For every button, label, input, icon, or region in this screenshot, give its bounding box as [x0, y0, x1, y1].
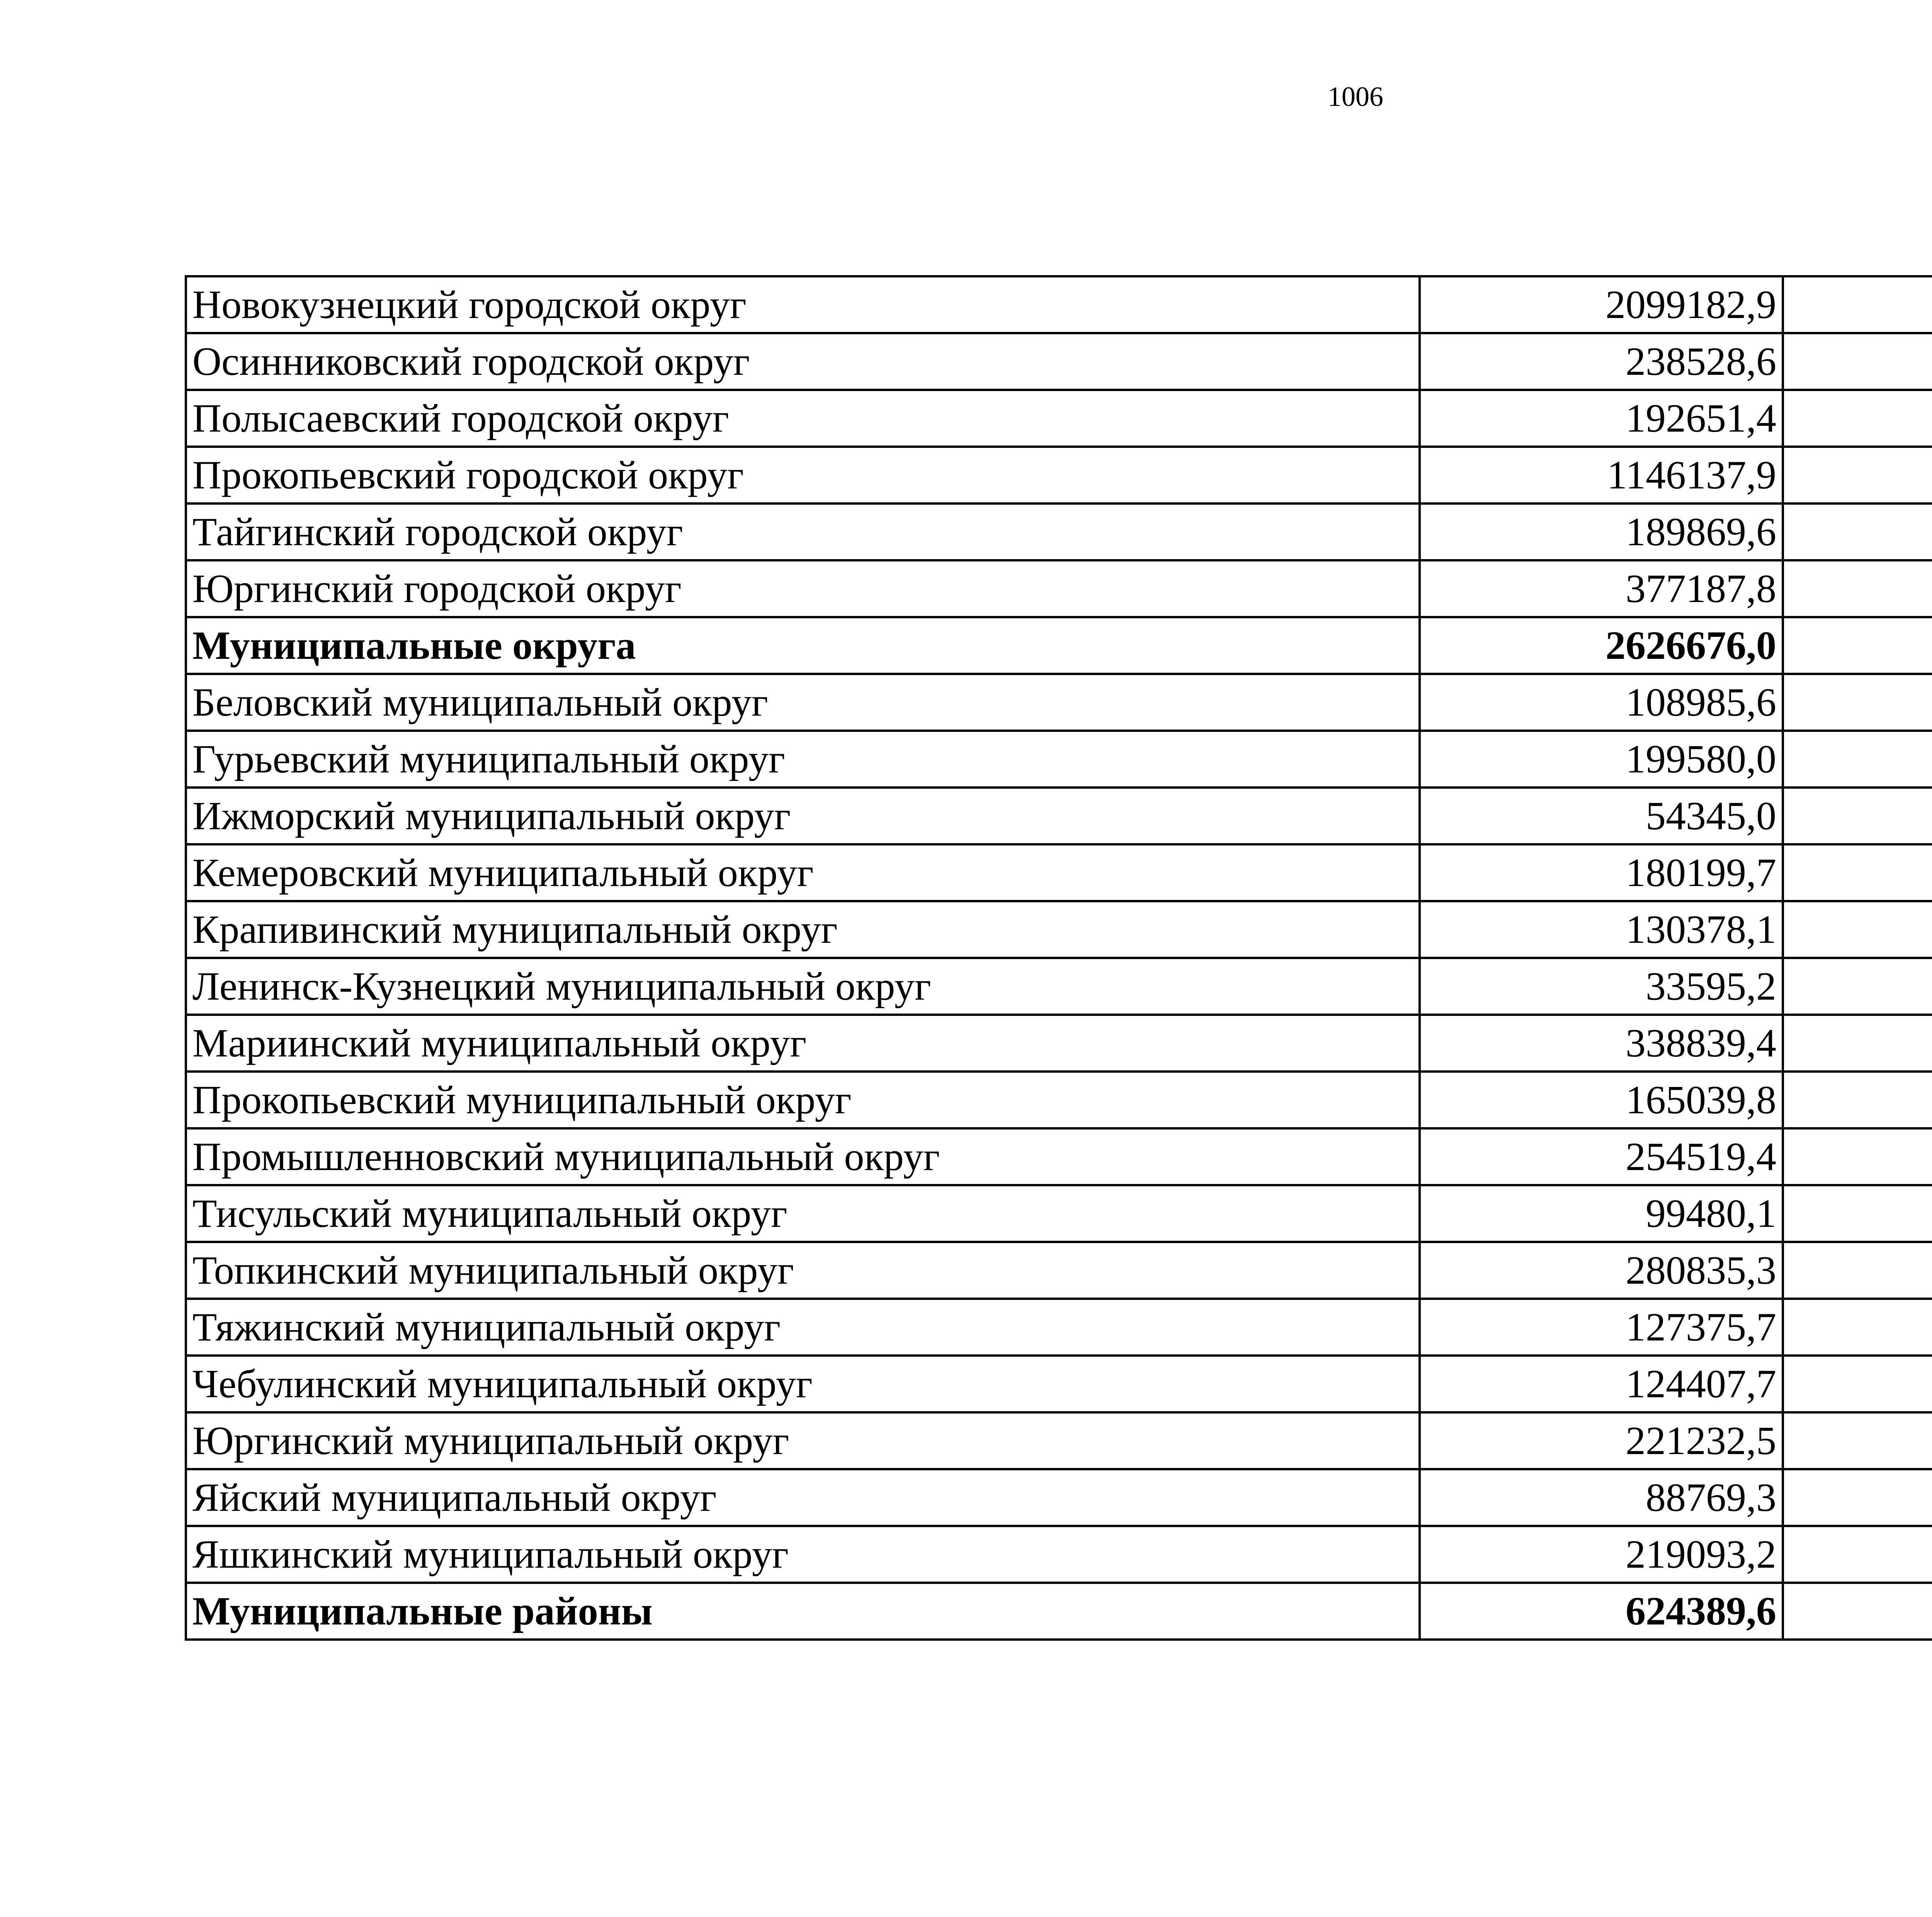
table-row	[186, 1185, 1932, 1242]
cell-value-2	[1783, 617, 1932, 674]
cell-value-2	[1783, 1412, 1932, 1469]
cell-value-1: 165039,8	[1420, 1072, 1783, 1128]
cell-value-2	[1783, 844, 1932, 901]
table-row	[186, 1469, 1932, 1526]
cell-value-1: 180199,7	[1420, 844, 1783, 901]
cell-value-1: 192651,4	[1420, 390, 1783, 447]
table-row	[186, 1015, 1932, 1072]
table-row	[186, 503, 1932, 560]
cell-name: Гурьевский муниципальный округ	[186, 731, 1420, 788]
cell-name: Промышленновский муниципальный округ	[186, 1128, 1420, 1185]
table-subtotal-row	[186, 1583, 1932, 1640]
cell-value-1: 624389,6	[1420, 1583, 1783, 1640]
table-row	[186, 1128, 1932, 1185]
table-row	[186, 958, 1932, 1015]
table-row	[186, 1356, 1932, 1412]
cell-name: Муниципальные округа	[186, 617, 1420, 674]
table-row	[186, 1299, 1932, 1356]
page-number: 1006	[1328, 81, 1383, 112]
cell-value-1: 1146137,9	[1420, 447, 1783, 503]
cell-value-1: 99480,1	[1420, 1185, 1783, 1242]
cell-value-1: 189869,6	[1420, 503, 1783, 560]
table-row	[186, 1526, 1932, 1583]
cell-value-2	[1783, 674, 1932, 731]
table-row	[186, 1242, 1932, 1299]
cell-name: Крапивинский муниципальный округ	[186, 901, 1420, 958]
cell-value-1: 377187,8	[1420, 560, 1783, 617]
cell-value-2	[1783, 1185, 1932, 1242]
cell-value-1: 199580,0	[1420, 731, 1783, 788]
cell-name: Юргинский городской округ	[186, 560, 1420, 617]
cell-value-2	[1783, 276, 1932, 333]
cell-value-1: 33595,2	[1420, 958, 1783, 1015]
table-row	[186, 731, 1932, 788]
cell-value-1: 2626676,0	[1420, 617, 1783, 674]
cell-name: Кемеровский муниципальный округ	[186, 844, 1420, 901]
table-row	[186, 1412, 1932, 1469]
cell-value-1: 88769,3	[1420, 1469, 1783, 1526]
cell-value-1: 124407,7	[1420, 1356, 1783, 1412]
cell-value-2	[1783, 1072, 1932, 1128]
cell-value-1: 127375,7	[1420, 1299, 1783, 1356]
table-row	[186, 390, 1932, 447]
table-row	[186, 1072, 1932, 1128]
cell-value-2	[1783, 1583, 1932, 1640]
table-row	[186, 447, 1932, 503]
cell-name: Тяжинский муниципальный округ	[186, 1299, 1420, 1356]
cell-name: Юргинский муниципальный округ	[186, 1412, 1420, 1469]
cell-value-2	[1783, 958, 1932, 1015]
cell-name: Прокопьевский муниципальный округ	[186, 1072, 1420, 1128]
table-body	[186, 276, 1932, 1640]
table-row	[186, 788, 1932, 844]
cell-value-1: 108985,6	[1420, 674, 1783, 731]
cell-value-1: 254519,4	[1420, 1128, 1783, 1185]
table-row	[186, 560, 1932, 617]
cell-value-2	[1783, 1469, 1932, 1526]
cell-name: Тисульский муниципальный округ	[186, 1185, 1420, 1242]
cell-value-2	[1783, 788, 1932, 844]
budget-table	[185, 275, 1932, 1641]
table-row	[186, 674, 1932, 731]
cell-name: Тайгинский городской округ	[186, 503, 1420, 560]
cell-name: Топкинский муниципальный округ	[186, 1242, 1420, 1299]
cell-value-1: 130378,1	[1420, 901, 1783, 958]
cell-name: Яшкинский муниципальный округ	[186, 1526, 1420, 1583]
cell-value-1: 238528,6	[1420, 333, 1783, 390]
table-row	[186, 333, 1932, 390]
cell-value-1: 280835,3	[1420, 1242, 1783, 1299]
cell-value-2	[1783, 1242, 1932, 1299]
cell-value-2	[1783, 333, 1932, 390]
cell-value-2	[1783, 1526, 1932, 1583]
cell-name: Полысаевский городской округ	[186, 390, 1420, 447]
cell-name: Яйский муниципальный округ	[186, 1469, 1420, 1526]
cell-value-2	[1783, 503, 1932, 560]
cell-value-1: 338839,4	[1420, 1015, 1783, 1072]
cell-name: Прокопьевский городской округ	[186, 447, 1420, 503]
cell-name: Новокузнецкий городской округ	[186, 276, 1420, 333]
table-subtotal-row	[186, 617, 1932, 674]
cell-value-1: 219093,2	[1420, 1526, 1783, 1583]
cell-value-2	[1783, 1128, 1932, 1185]
table-row	[186, 901, 1932, 958]
cell-value-1: 221232,5	[1420, 1412, 1783, 1469]
cell-value-2	[1783, 1299, 1932, 1356]
cell-value-1: 2099182,9	[1420, 276, 1783, 333]
cell-name: Ленинск-Кузнецкий муниципальный округ	[186, 958, 1420, 1015]
cell-value-2	[1783, 901, 1932, 958]
cell-value-2	[1783, 447, 1932, 503]
cell-value-2	[1783, 731, 1932, 788]
cell-value-2	[1783, 390, 1932, 447]
cell-name: Чебулинский муниципальный округ	[186, 1356, 1420, 1412]
cell-name: Беловский муниципальный округ	[186, 674, 1420, 731]
table-row	[186, 276, 1932, 333]
cell-value-2	[1783, 560, 1932, 617]
table-row	[186, 844, 1932, 901]
cell-name: Ижморский муниципальный округ	[186, 788, 1420, 844]
cell-value-2	[1783, 1015, 1932, 1072]
cell-name: Мариинский муниципальный округ	[186, 1015, 1420, 1072]
cell-value-1: 54345,0	[1420, 788, 1783, 844]
cell-value-2	[1783, 1356, 1932, 1412]
cell-name: Осинниковский городской округ	[186, 333, 1420, 390]
cell-name: Муниципальные районы	[186, 1583, 1420, 1640]
